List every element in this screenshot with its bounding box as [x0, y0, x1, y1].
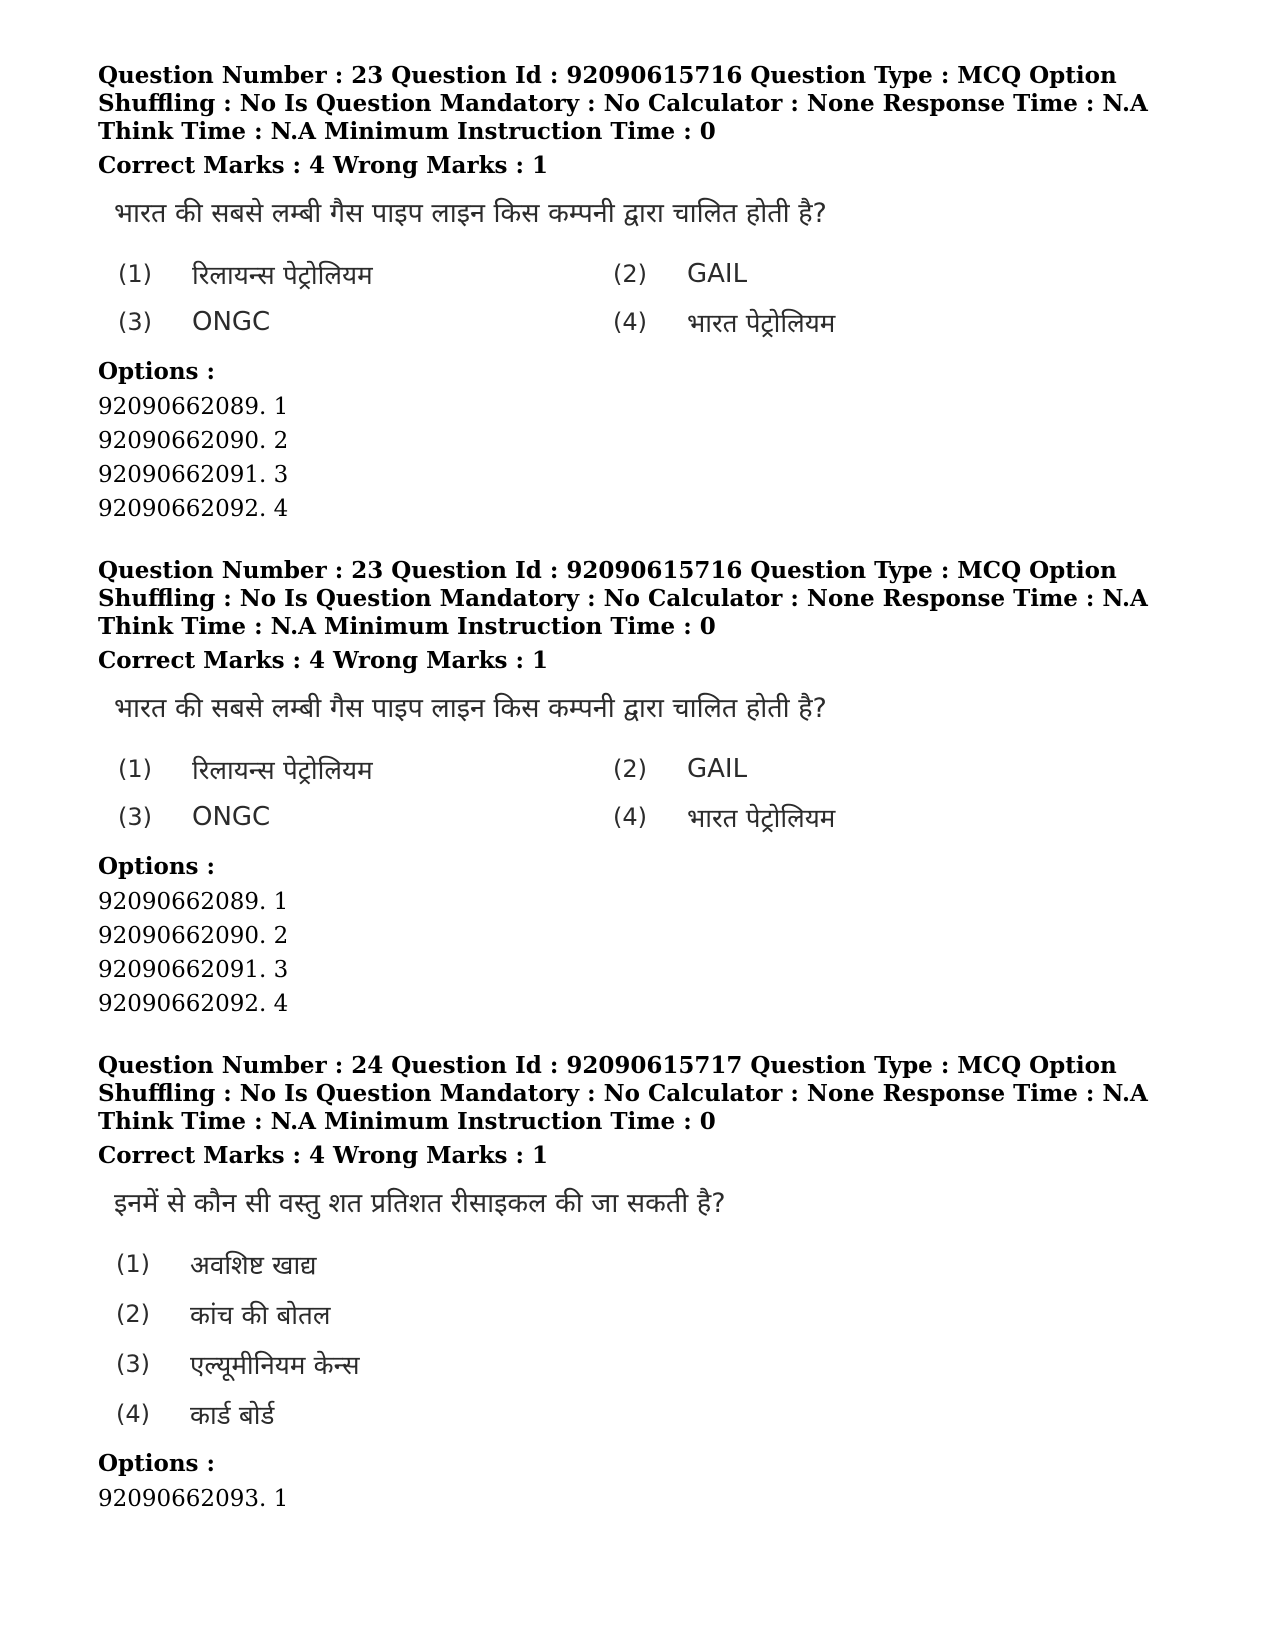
options-label: Options : [98, 853, 215, 880]
question-text: भारत की सबसे लम्बी गैस पाइप लाइन किस कम्पनी द्वारा चालित होती है? [114, 198, 827, 229]
choice-grid [98, 254, 1178, 342]
question-text: भारत की सबसे लम्बी गैस पाइप लाइन किस कम्पनी द्वारा चालित होती है? [114, 693, 827, 724]
question-block [98, 557, 1178, 1021]
choice-text: एल्यूमीनियम केन्स [190, 1351, 360, 1381]
choice-item [118, 797, 613, 837]
choice-item [118, 254, 613, 294]
option-id: 92090662091. 3 [98, 462, 289, 488]
choice-item [118, 749, 613, 789]
choice-list [98, 1244, 1178, 1434]
option-id: 92090662090. 2 [98, 428, 289, 454]
choice-item [116, 1294, 1178, 1334]
choice-text: रिलायन्स पेट्रोलियम [192, 261, 373, 291]
choice-text: कांच की बोतल [190, 1301, 331, 1331]
option-id: 92090662093. 1 [98, 1486, 289, 1512]
choice-text: अवशिष्ट खाद्य [190, 1251, 317, 1281]
option-id: 92090662092. 4 [98, 496, 289, 522]
option-id: 92090662092. 4 [98, 991, 289, 1017]
choice-number: (1) [116, 1250, 150, 1278]
choice-number: (3) [118, 308, 152, 336]
choice-number: (4) [613, 803, 647, 831]
choice-item [116, 1394, 1178, 1434]
choice-item [116, 1244, 1178, 1284]
question-meta: Question Number : 23 Question Id : 92090615716 Question Type : MCQ Option Shuffling : No Is Question Mandatory : No Calculator : None Response Time : N.A Think Time : N.A Minimum Instruction Time : 0 [98, 62, 1148, 145]
choice-item [613, 797, 1013, 837]
choice-item [613, 749, 1013, 789]
question-meta: Question Number : 23 Question Id : 92090615716 Question Type : MCQ Option Shuffling : No Is Question Mandatory : No Calculator : None Response Time : N.A Think Time : N.A Minimum Instruction Time : 0 [98, 557, 1148, 640]
choice-number: (3) [118, 803, 152, 831]
choice-item [118, 302, 613, 342]
question-block [98, 62, 1178, 526]
choice-text: GAIL [687, 259, 748, 289]
question-marks: Correct Marks : 4 Wrong Marks : 1 [98, 1142, 548, 1169]
choice-number: (4) [613, 308, 647, 336]
options-label: Options : [98, 358, 215, 385]
question-image [98, 1184, 1178, 1434]
option-id: 92090662090. 2 [98, 923, 289, 949]
choice-number: (2) [116, 1300, 150, 1328]
option-id: 92090662089. 1 [98, 394, 289, 420]
question-meta: Question Number : 24 Question Id : 92090615717 Question Type : MCQ Option Shuffling : No Is Question Mandatory : No Calculator : None Response Time : N.A Think Time : N.A Minimum Instruction Time : 0 [98, 1052, 1148, 1135]
question-text: इनमें से कौन सी वस्तु शत प्रतिशत रीसाइकल की जा सकती है? [114, 1188, 726, 1219]
choice-text: ONGC [192, 307, 271, 337]
choice-item [613, 254, 1013, 294]
options-label: Options : [98, 1450, 215, 1477]
choice-number: (1) [118, 755, 152, 783]
question-marks: Correct Marks : 4 Wrong Marks : 1 [98, 152, 548, 179]
choice-number: (1) [118, 260, 152, 288]
choice-text: ONGC [192, 802, 271, 832]
choice-number: (4) [116, 1400, 150, 1428]
choice-text: भारत पेट्रोलियम [687, 309, 836, 339]
option-id: 92090662089. 1 [98, 889, 289, 915]
choice-text: कार्ड बोर्ड [190, 1401, 275, 1431]
question-image [98, 689, 1178, 837]
choice-item [613, 302, 1013, 342]
question-marks: Correct Marks : 4 Wrong Marks : 1 [98, 647, 548, 674]
choice-grid [98, 749, 1178, 837]
choice-number: (2) [613, 260, 647, 288]
question-block [98, 1052, 1178, 1516]
choice-text: भारत पेट्रोलियम [687, 804, 836, 834]
choice-text: GAIL [687, 754, 748, 784]
option-id: 92090662091. 3 [98, 957, 289, 983]
choice-item [116, 1344, 1178, 1384]
choice-number: (2) [613, 755, 647, 783]
question-image [98, 194, 1178, 342]
choice-number: (3) [116, 1350, 150, 1378]
choice-text: रिलायन्स पेट्रोलियम [192, 756, 373, 786]
